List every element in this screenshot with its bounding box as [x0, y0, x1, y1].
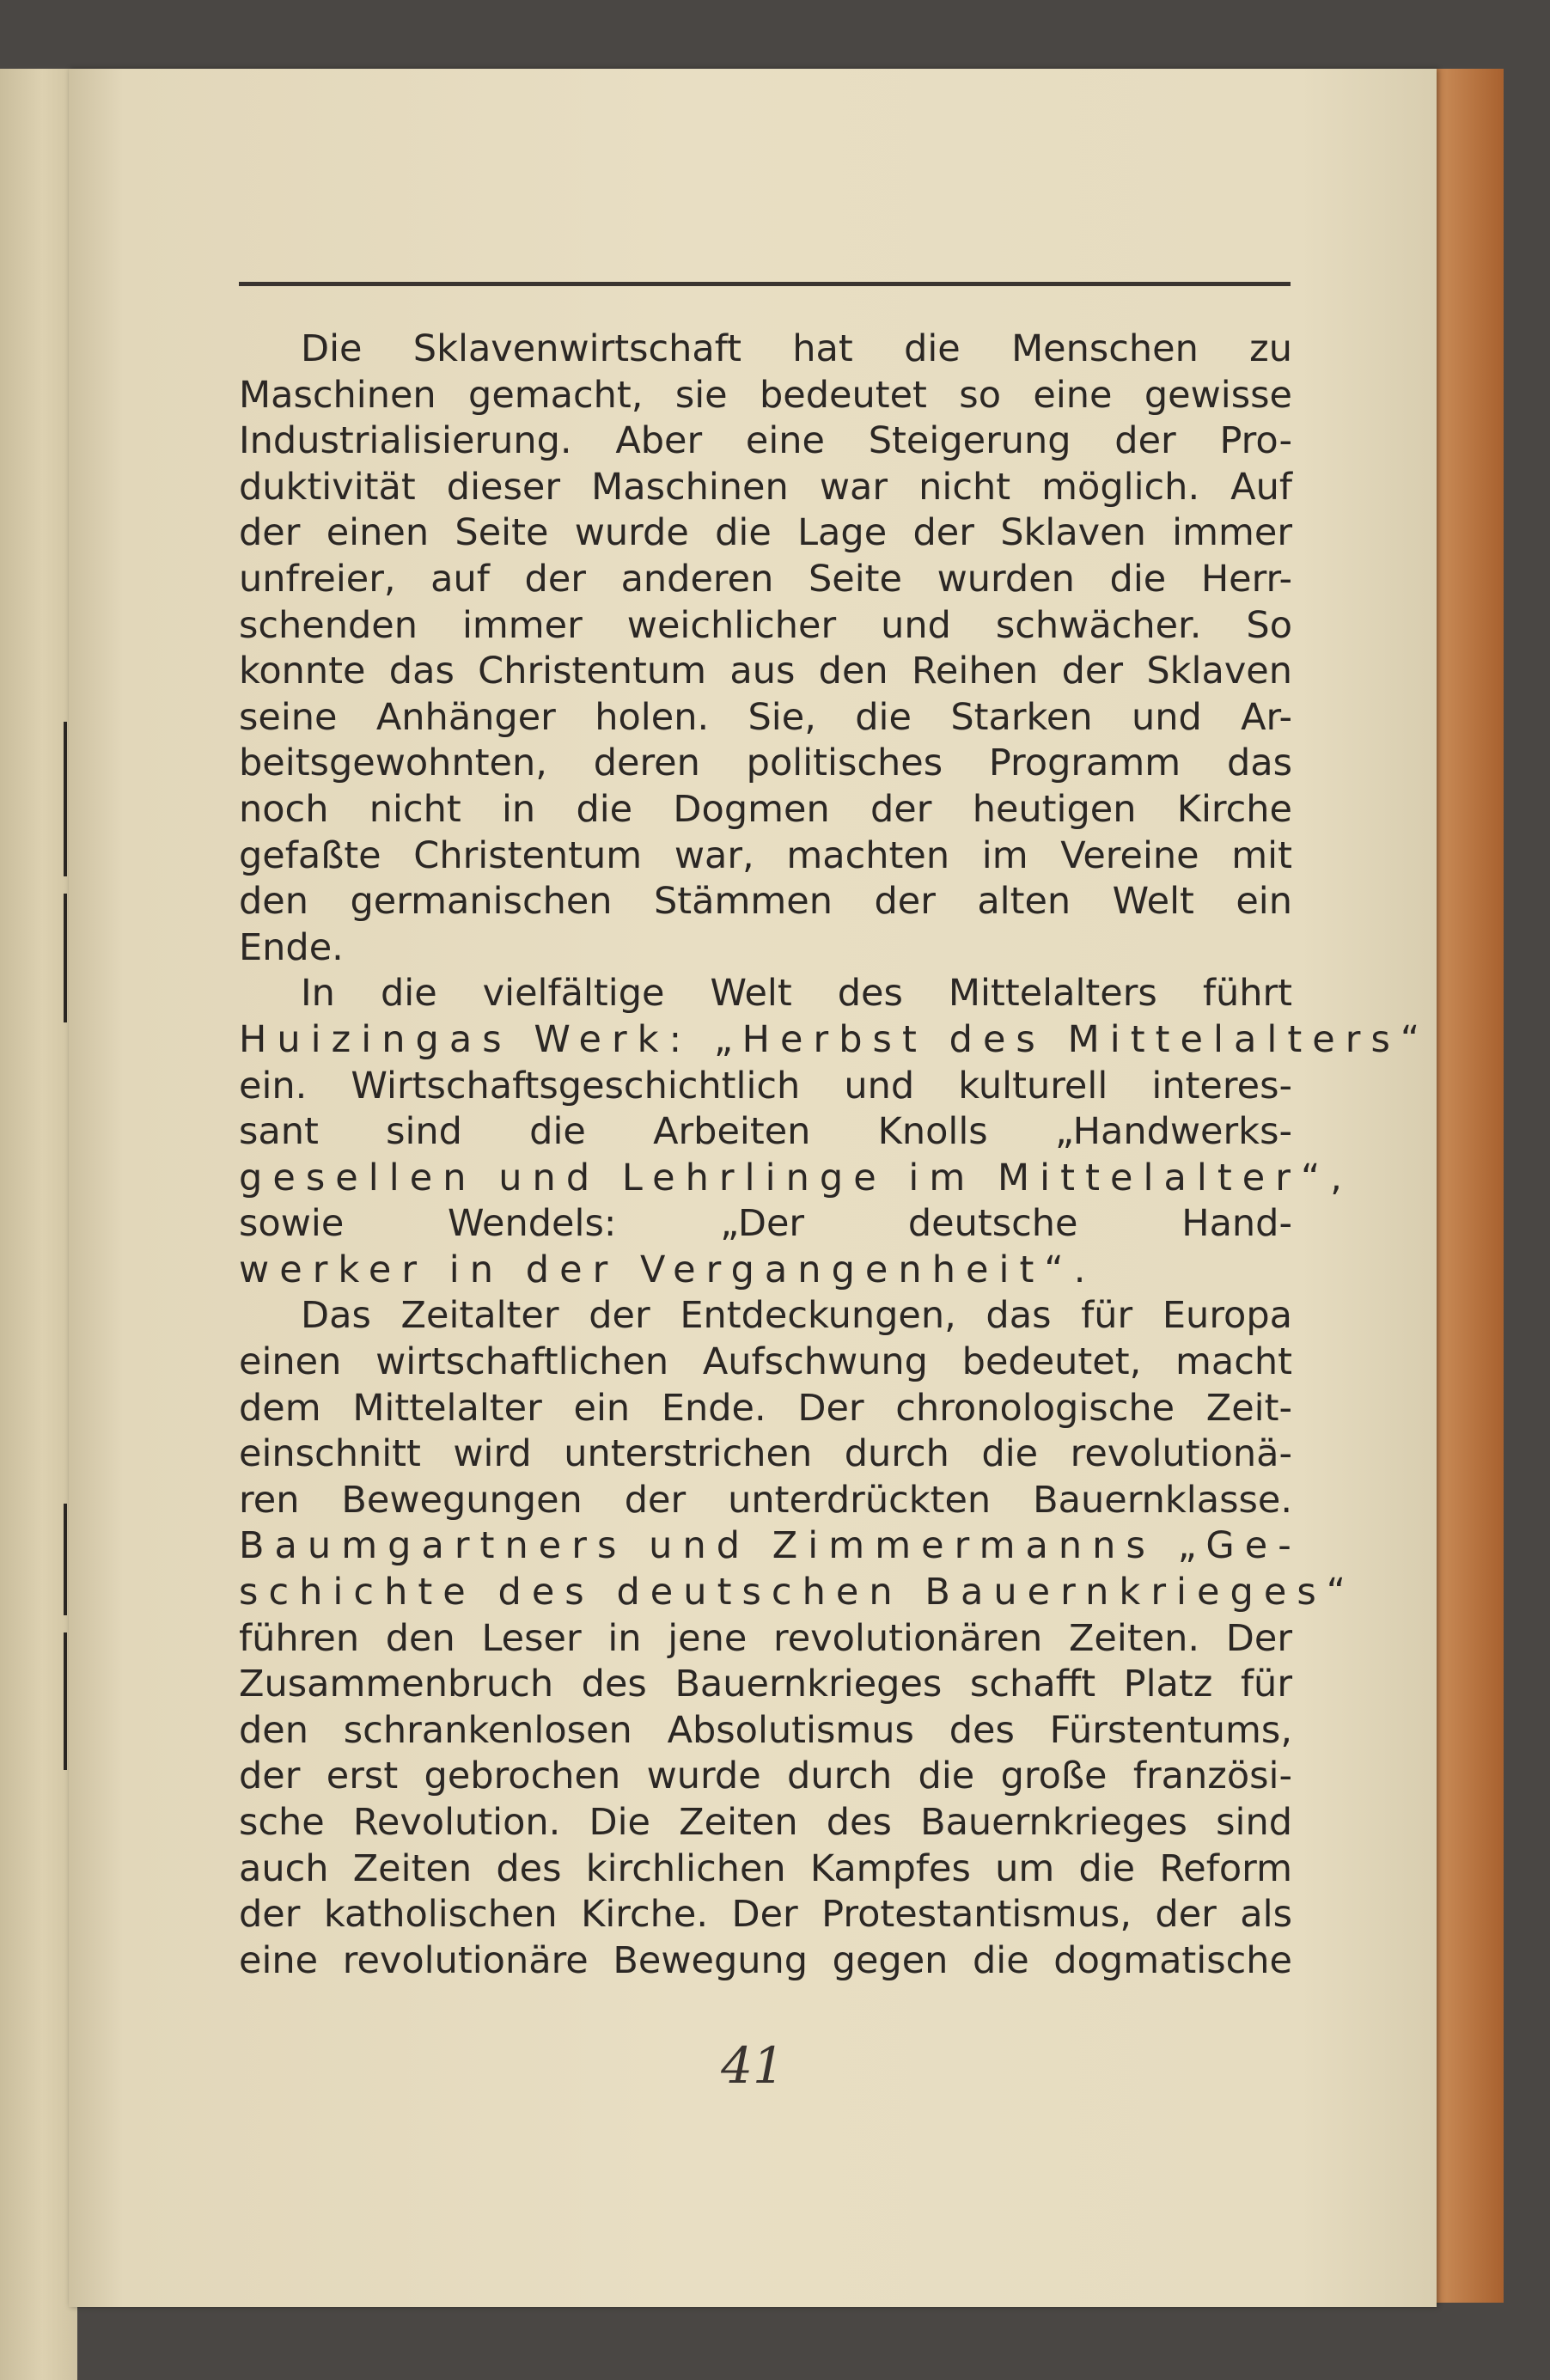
text-line: gesellen und Lehrlinge im Mittelalter“,: [239, 1156, 1352, 1199]
text-line: ren Bewegungen der unterdrückten Bauernklasse.: [239, 1478, 1292, 1522]
text-line: Industrialisierung. Aber eine Steigerung der Pro-: [239, 419, 1292, 463]
page-number: 41: [721, 2036, 784, 2095]
text-line: sant sind die Arbeiten Knolls „Handwerks-: [239, 1110, 1292, 1154]
text-line: seine Anhänger holen. Sie, die Starken und Ar-: [239, 695, 1292, 739]
text-line: Baumgartners und Zimmermanns „Ge-: [239, 1524, 1302, 1568]
text-line: Die Sklavenwirtschaft hat die Menschen zu: [301, 327, 1292, 370]
text-line: einschnitt wird unterstrichen durch die revolutionä-: [239, 1432, 1292, 1476]
header-rule: [239, 282, 1291, 286]
text-line: der einen Seite wurde die Lage der Sklaven immer: [239, 511, 1292, 555]
text-line: noch nicht in die Dogmen der heutigen Kirche: [239, 787, 1292, 831]
text-line: schenden immer weichlicher und schwächer. So: [239, 603, 1292, 647]
text-line: gefaßte Christentum war, machten im Vereine mit: [239, 833, 1292, 877]
text-line: führen den Leser in jene revolutionären Zeiten. Der: [239, 1616, 1292, 1660]
text-line: eine revolutionäre Bewegung gegen die dogmatische: [239, 1938, 1292, 1982]
binding-thread-marks: [64, 722, 74, 1736]
text-line: dem Mittelalter ein Ende. Der chronologische Zeit-: [239, 1386, 1292, 1430]
text-line: unfreier, auf der anderen Seite wurden die Herr-: [239, 557, 1292, 601]
book-page: [69, 69, 1437, 2307]
body-text: [239, 326, 1431, 1984]
text-line: auch Zeiten des kirchlichen Kampfes um die Reform: [239, 1846, 1292, 1890]
text-line: konnte das Christentum aus den Reihen der Sklaven: [239, 650, 1292, 693]
text-line: der erst gebrochen wurde durch die große französi-: [239, 1754, 1292, 1798]
text-line: Zusammenbruch des Bauernkrieges schafft Platz für: [239, 1663, 1292, 1706]
text-line: den germanischen Stämmen der alten Welt ein: [239, 880, 1292, 924]
text-line: den schrankenlosen Absolutismus des Fürstentums,: [239, 1708, 1292, 1752]
text-line: der katholischen Kirche. Der Protestantismus, der als: [239, 1893, 1292, 1937]
text-line: In die vielfältige Welt des Mittelalters führt: [301, 972, 1292, 1016]
text-line: sowie Wendels: „Der deutsche Hand-: [239, 1202, 1292, 1246]
text-line: schichte des deutschen Bauernkrieges“: [239, 1571, 1357, 1614]
text-line: Maschinen gemacht, sie bedeutet so eine gewisse: [239, 373, 1292, 417]
text-line: Huizingas Werk: „Herbst des Mittelalters“: [239, 1017, 1431, 1061]
text-line: Das Zeitalter der Entdeckungen, das für Europa: [301, 1294, 1292, 1338]
text-line: beitsgewohnten, deren politisches Programm das: [239, 741, 1292, 785]
text-line: sche Revolution. Die Zeiten des Bauernkrieges sind: [239, 1801, 1292, 1844]
text-line: einen wirtschaftlichen Aufschwung bedeutet, macht: [239, 1340, 1292, 1384]
text-line: duktivität dieser Maschinen war nicht möglich. Auf: [239, 465, 1292, 509]
text-line: Ende.: [239, 925, 344, 969]
text-line: ein. Wirtschaftsgeschichtlich und kulturell interes-: [239, 1064, 1292, 1108]
text-line: werker in der Vergangenheit“.: [239, 1248, 1096, 1291]
book-spread: [0, 69, 1550, 2380]
